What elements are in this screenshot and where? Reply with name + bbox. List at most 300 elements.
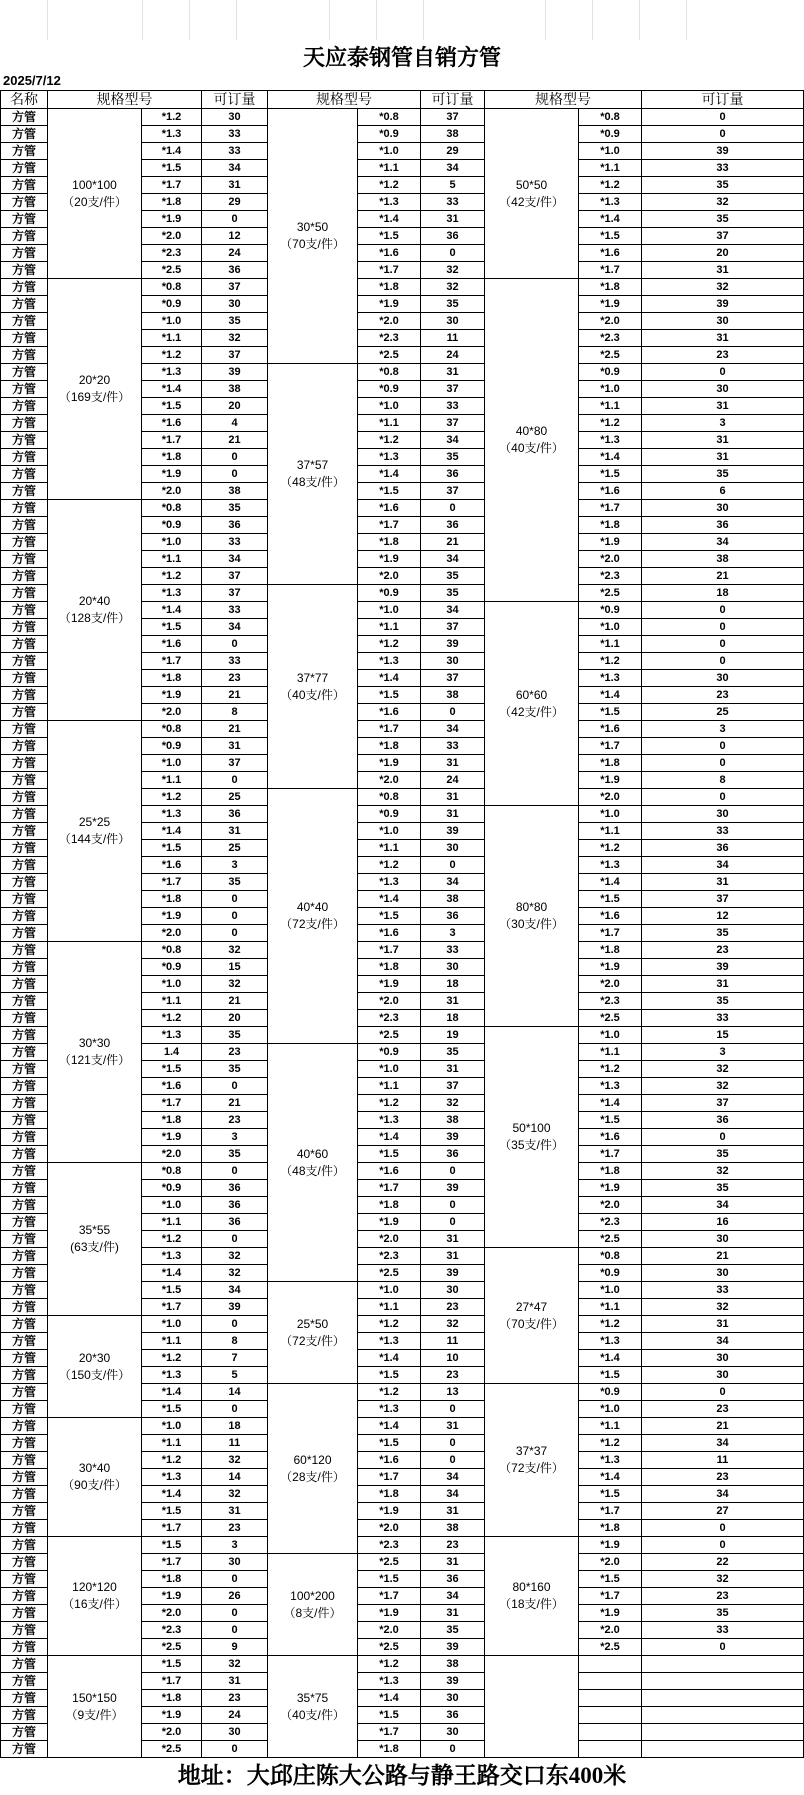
spec-pack: （9支/件）: [65, 1707, 124, 1722]
quantity-cell: 32: [642, 194, 804, 211]
spec-pack: （70支/件）: [280, 237, 345, 251]
quantity-cell: 32: [202, 1248, 268, 1265]
spec-size: 35*75: [296, 1690, 329, 1705]
quantity-cell: 30: [642, 670, 804, 687]
quantity-cell: 35: [642, 466, 804, 483]
thickness-cell: *1.5: [358, 483, 421, 500]
thickness-cell: *1.4: [358, 1690, 421, 1707]
thickness-cell: *1.5: [579, 704, 642, 721]
name-cell: 方管: [1, 228, 48, 245]
quantity-cell: 0: [421, 1163, 485, 1180]
quantity-cell: 8: [642, 772, 804, 789]
spec-cell: [485, 109, 579, 279]
quantity-cell: 35: [642, 925, 804, 942]
table-body: [1, 109, 804, 1758]
quantity-cell: 25: [202, 789, 268, 806]
quantity-cell: 23: [642, 1401, 804, 1418]
thickness-cell: *1.0: [142, 313, 202, 330]
thickness-cell: *2.0: [579, 1197, 642, 1214]
thickness-cell: *1.3: [142, 364, 202, 381]
quantity-cell: 11: [202, 1435, 268, 1452]
thickness-cell: *1.6: [358, 925, 421, 942]
quantity-cell: 0: [421, 500, 485, 517]
quantity-cell: 33: [642, 160, 804, 177]
thickness-cell: *1.9: [142, 466, 202, 483]
thickness-cell: *1.0: [142, 1197, 202, 1214]
thickness-cell: *1.0: [358, 1282, 421, 1299]
quantity-cell: 35: [642, 211, 804, 228]
quantity-cell: 34: [421, 1469, 485, 1486]
quantity-cell: 37: [421, 381, 485, 398]
thickness-cell: *1.9: [142, 1129, 202, 1146]
name-cell: 方管: [1, 602, 48, 619]
quantity-cell: 0: [421, 1214, 485, 1231]
spec-cell: [268, 364, 358, 585]
thickness-cell: *1.8: [579, 517, 642, 534]
quantity-cell: 34: [421, 1486, 485, 1503]
thickness-cell: *1.8: [358, 738, 421, 755]
thickness-cell: *1.5: [358, 687, 421, 704]
name-cell: 方管: [1, 908, 48, 925]
thickness-cell: *2.5: [358, 347, 421, 364]
thickness-cell: *1.3: [358, 1333, 421, 1350]
thickness-cell: *1.2: [358, 857, 421, 874]
quantity-cell: 4: [202, 415, 268, 432]
name-cell: 方管: [1, 330, 48, 347]
quantity-cell: 12: [642, 908, 804, 925]
quantity-cell: [642, 1707, 804, 1724]
quantity-cell: 23: [202, 670, 268, 687]
quantity-cell: 3: [642, 721, 804, 738]
thickness-cell: *1.8: [358, 959, 421, 976]
quantity-cell: 32: [421, 1095, 485, 1112]
thickness-cell: *1.5: [358, 1146, 421, 1163]
quantity-cell: 0: [421, 857, 485, 874]
thickness-cell: *1.0: [579, 1027, 642, 1044]
quantity-cell: 39: [421, 1639, 485, 1656]
thickness-cell: *2.0: [358, 993, 421, 1010]
thickness-cell: *1.5: [142, 398, 202, 415]
name-cell: 方管: [1, 942, 48, 959]
spec-cell: [485, 1248, 579, 1384]
page-title: 天应泰钢管自销方管: [302, 45, 501, 70]
name-cell: 方管: [1, 1010, 48, 1027]
quantity-cell: 37: [642, 1095, 804, 1112]
quantity-cell: 23: [421, 1537, 485, 1554]
thickness-cell: *2.5: [358, 1265, 421, 1282]
quantity-cell: 30: [642, 1231, 804, 1248]
thickness-cell: *1.9: [579, 534, 642, 551]
thickness-cell: *1.6: [358, 704, 421, 721]
thickness-cell: *1.1: [358, 840, 421, 857]
thickness-cell: *2.0: [579, 789, 642, 806]
table-header-row: [1, 91, 804, 109]
thickness-cell: *1.4: [142, 1384, 202, 1401]
thickness-cell: *1.8: [579, 279, 642, 296]
thickness-cell: [579, 1656, 642, 1673]
quantity-cell: 34: [421, 432, 485, 449]
spec-pack: （128支/件）: [58, 611, 131, 625]
quantity-cell: 31: [421, 806, 485, 823]
name-cell: 方管: [1, 1605, 48, 1622]
quantity-cell: 39: [421, 823, 485, 840]
quantity-cell: 23: [642, 347, 804, 364]
quantity-cell: 15: [202, 959, 268, 976]
thickness-cell: *1.6: [358, 1163, 421, 1180]
table-row: [1, 1163, 804, 1180]
quantity-cell: 33: [642, 823, 804, 840]
thickness-cell: *1.5: [579, 1367, 642, 1384]
quantity-cell: 38: [202, 381, 268, 398]
quantity-cell: 18: [642, 585, 804, 602]
quantity-cell: 32: [642, 1078, 804, 1095]
name-cell: 方管: [1, 1707, 48, 1724]
thickness-cell: *1.0: [579, 381, 642, 398]
quantity-cell: [642, 1741, 804, 1758]
quantity-cell: 32: [202, 1452, 268, 1469]
thickness-cell: *1.6: [142, 1078, 202, 1095]
name-cell: 方管: [1, 1503, 48, 1520]
spec-pack: （70支/件）: [499, 1316, 564, 1331]
quantity-cell: 0: [421, 245, 485, 262]
thickness-cell: *1.6: [358, 245, 421, 262]
quantity-cell: 31: [642, 874, 804, 891]
quantity-cell: 30: [642, 1265, 804, 1282]
thickness-cell: *1.7: [142, 874, 202, 891]
quantity-cell: 0: [202, 1622, 268, 1639]
name-cell: 方管: [1, 245, 48, 262]
thickness-cell: *1.4: [579, 1095, 642, 1112]
quantity-cell: 16: [642, 1214, 804, 1231]
name-cell: 方管: [1, 874, 48, 891]
thickness-cell: *1.3: [142, 1469, 202, 1486]
spec-size: 20*40: [78, 594, 111, 608]
quantity-cell: 36: [202, 1180, 268, 1197]
quantity-cell: 32: [202, 976, 268, 993]
quantity-cell: 34: [202, 160, 268, 177]
spec-cell: [48, 1656, 142, 1758]
quantity-cell: [642, 1673, 804, 1690]
quantity-cell: 38: [421, 1520, 485, 1537]
quantity-cell: 39: [421, 636, 485, 653]
header-spec-3: 规格型号: [485, 91, 642, 109]
quantity-cell: 30: [202, 296, 268, 313]
thickness-cell: *1.5: [579, 228, 642, 245]
name-cell: 方管: [1, 806, 48, 823]
name-cell: 方管: [1, 857, 48, 874]
name-cell: 方管: [1, 126, 48, 143]
quantity-cell: 0: [642, 364, 804, 381]
thickness-cell: *1.5: [142, 1401, 202, 1418]
thickness-cell: *1.7: [142, 1299, 202, 1316]
thickness-cell: *1.7: [579, 925, 642, 942]
thickness-cell: *1.5: [142, 619, 202, 636]
thickness-cell: *1.7: [579, 738, 642, 755]
thickness-cell: *1.4: [142, 602, 202, 619]
quantity-cell: 37: [202, 755, 268, 772]
spec-cell: [48, 279, 142, 500]
quantity-cell: 18: [202, 1418, 268, 1435]
thickness-cell: *1.5: [142, 1061, 202, 1078]
thickness-cell: *1.7: [142, 432, 202, 449]
quantity-cell: 31: [642, 398, 804, 415]
name-cell: 方管: [1, 432, 48, 449]
quantity-cell: 31: [421, 1605, 485, 1622]
thickness-cell: *0.8: [142, 1163, 202, 1180]
thickness-cell: *1.2: [358, 1656, 421, 1673]
name-cell: 方管: [1, 619, 48, 636]
name-cell: 方管: [1, 1231, 48, 1248]
thickness-cell: *2.0: [142, 925, 202, 942]
thickness-cell: *1.3: [579, 194, 642, 211]
quantity-cell: 11: [421, 330, 485, 347]
thickness-cell: *1.4: [579, 874, 642, 891]
thickness-cell: *1.7: [142, 177, 202, 194]
quantity-cell: 31: [421, 1418, 485, 1435]
name-cell: 方管: [1, 1078, 48, 1095]
thickness-cell: *1.0: [579, 806, 642, 823]
thickness-cell: *1.8: [579, 942, 642, 959]
quantity-cell: 0: [421, 704, 485, 721]
quantity-cell: 30: [421, 1690, 485, 1707]
spec-cell: [268, 1656, 358, 1758]
thickness-cell: *1.4: [358, 466, 421, 483]
name-cell: 方管: [1, 1384, 48, 1401]
quantity-cell: 3: [202, 857, 268, 874]
quantity-cell: 0: [642, 1520, 804, 1537]
quantity-cell: 9: [202, 1639, 268, 1656]
thickness-cell: *1.3: [142, 585, 202, 602]
thickness-cell: *1.1: [142, 1214, 202, 1231]
name-cell: 方管: [1, 976, 48, 993]
quantity-cell: 7: [202, 1350, 268, 1367]
thickness-cell: *1.1: [142, 330, 202, 347]
quantity-cell: 25: [642, 704, 804, 721]
quantity-cell: 31: [421, 1554, 485, 1571]
quantity-cell: 0: [642, 126, 804, 143]
quantity-cell: 39: [421, 1673, 485, 1690]
quantity-cell: 32: [642, 279, 804, 296]
spec-size: 50*50: [515, 177, 548, 192]
name-cell: 方管: [1, 1180, 48, 1197]
thickness-cell: *1.3: [579, 1333, 642, 1350]
spec-cell: [48, 1316, 142, 1418]
quantity-cell: 31: [421, 211, 485, 228]
thickness-cell: 1.4: [142, 1044, 202, 1061]
quantity-cell: 34: [642, 534, 804, 551]
quantity-cell: 35: [421, 1044, 485, 1061]
quantity-cell: 34: [202, 1282, 268, 1299]
thickness-cell: *1.4: [358, 1350, 421, 1367]
quantity-cell: 0: [202, 1231, 268, 1248]
thickness-cell: *1.7: [579, 1588, 642, 1605]
name-cell: 方管: [1, 1520, 48, 1537]
name-cell: 方管: [1, 1656, 48, 1673]
quantity-cell: 23: [421, 1367, 485, 1384]
quantity-cell: 0: [202, 925, 268, 942]
quantity-cell: 24: [202, 245, 268, 262]
quantity-cell: 34: [421, 1588, 485, 1605]
stock-table: [0, 90, 804, 1758]
thickness-cell: *0.8: [142, 721, 202, 738]
quantity-cell: 3: [642, 1044, 804, 1061]
thickness-cell: *2.0: [142, 1724, 202, 1741]
thickness-cell: *0.9: [579, 364, 642, 381]
quantity-cell: 39: [202, 1299, 268, 1316]
quantity-cell: 0: [202, 1401, 268, 1418]
quantity-cell: 31: [421, 755, 485, 772]
thickness-cell: *1.5: [579, 891, 642, 908]
thickness-cell: *2.3: [358, 1010, 421, 1027]
thickness-cell: *1.2: [579, 840, 642, 857]
name-cell: 方管: [1, 194, 48, 211]
quantity-cell: 35: [421, 449, 485, 466]
quantity-cell: 20: [642, 245, 804, 262]
quantity-cell: 21: [642, 1248, 804, 1265]
spec-pack: （20支/件）: [62, 194, 127, 209]
table-row: [1, 1418, 804, 1435]
quantity-cell: 39: [202, 364, 268, 381]
quantity-cell: 32: [421, 262, 485, 279]
spec-cell: [48, 1163, 142, 1316]
thickness-cell: *2.0: [358, 772, 421, 789]
thickness-cell: *1.8: [579, 1520, 642, 1537]
thickness-cell: *1.4: [358, 1418, 421, 1435]
quantity-cell: 30: [642, 381, 804, 398]
quantity-cell: 12: [202, 228, 268, 245]
thickness-cell: *1.1: [579, 1418, 642, 1435]
thickness-cell: *1.2: [142, 1452, 202, 1469]
name-cell: 方管: [1, 823, 48, 840]
name-cell: 方管: [1, 1027, 48, 1044]
name-cell: 方管: [1, 1367, 48, 1384]
quantity-cell: 24: [202, 1707, 268, 1724]
name-cell: 方管: [1, 1571, 48, 1588]
quantity-cell: 36: [421, 466, 485, 483]
thickness-cell: *1.1: [579, 160, 642, 177]
name-cell: 方管: [1, 1350, 48, 1367]
quantity-cell: 29: [421, 143, 485, 160]
header-qty-1: 可订量: [202, 91, 268, 109]
spec-size: 120*120: [72, 1580, 117, 1594]
thickness-cell: *1.8: [142, 670, 202, 687]
quantity-cell: 36: [202, 806, 268, 823]
quantity-cell: 22: [642, 1554, 804, 1571]
quantity-cell: 31: [202, 1673, 268, 1690]
name-cell: 方管: [1, 925, 48, 942]
thickness-cell: *1.1: [358, 1078, 421, 1095]
quantity-cell: 34: [421, 160, 485, 177]
name-cell: 方管: [1, 500, 48, 517]
name-cell: 方管: [1, 568, 48, 585]
name-cell: 方管: [1, 364, 48, 381]
thickness-cell: *1.2: [579, 1061, 642, 1078]
thickness-cell: *1.7: [579, 500, 642, 517]
thickness-cell: *2.5: [579, 1010, 642, 1027]
spec-pack: （8支/件）: [283, 1605, 342, 1620]
thickness-cell: *0.8: [358, 364, 421, 381]
thickness-cell: *1.9: [579, 959, 642, 976]
quantity-cell: 35: [421, 568, 485, 585]
thickness-cell: *1.3: [579, 857, 642, 874]
table-row: [1, 942, 804, 959]
thickness-cell: *1.4: [142, 1265, 202, 1282]
spec-cell: [485, 806, 579, 1027]
thickness-cell: *1.3: [579, 670, 642, 687]
thickness-cell: *1.5: [142, 160, 202, 177]
quantity-cell: 31: [421, 1248, 485, 1265]
thickness-cell: *1.0: [358, 1061, 421, 1078]
quantity-cell: 35: [421, 585, 485, 602]
quantity-cell: 30: [642, 500, 804, 517]
thickness-cell: *1.2: [579, 177, 642, 194]
quantity-cell: 35: [202, 1061, 268, 1078]
thickness-cell: *2.3: [142, 245, 202, 262]
quantity-cell: 36: [421, 1707, 485, 1724]
quantity-cell: 32: [642, 1163, 804, 1180]
quantity-cell: 33: [202, 602, 268, 619]
spec-size: 37*37: [515, 1444, 548, 1458]
quantity-cell: 20: [202, 1010, 268, 1027]
quantity-cell: 31: [642, 432, 804, 449]
thickness-cell: *2.3: [579, 568, 642, 585]
name-cell: 方管: [1, 1044, 48, 1061]
quantity-cell: 0: [202, 1741, 268, 1758]
quantity-cell: 30: [421, 959, 485, 976]
thickness-cell: *1.9: [579, 772, 642, 789]
thickness-cell: *1.3: [358, 449, 421, 466]
quantity-cell: 30: [202, 1724, 268, 1741]
thickness-cell: *2.3: [358, 1537, 421, 1554]
thickness-cell: *1.9: [358, 1214, 421, 1231]
quantity-cell: 25: [202, 840, 268, 857]
quantity-cell: 31: [642, 1316, 804, 1333]
thickness-cell: *1.7: [142, 1673, 202, 1690]
quantity-cell: 37: [421, 109, 485, 126]
name-cell: 方管: [1, 415, 48, 432]
quantity-cell: 31: [642, 449, 804, 466]
quantity-cell: 38: [421, 126, 485, 143]
thickness-cell: *0.9: [579, 126, 642, 143]
thickness-cell: *1.0: [142, 755, 202, 772]
thickness-cell: *1.6: [358, 500, 421, 517]
table-row: [1, 279, 804, 296]
header-name: 名称: [1, 91, 48, 109]
name-cell: 方管: [1, 840, 48, 857]
spec-cell: [485, 279, 579, 602]
quantity-cell: 35: [421, 1622, 485, 1639]
quantity-cell: 30: [642, 1350, 804, 1367]
spec-cell: [268, 789, 358, 1044]
thickness-cell: *1.0: [358, 602, 421, 619]
table-row: [1, 1316, 804, 1333]
thickness-cell: *1.7: [358, 517, 421, 534]
thickness-cell: *1.2: [358, 177, 421, 194]
quantity-cell: 36: [642, 517, 804, 534]
name-cell: 方管: [1, 1452, 48, 1469]
header-qty-2: 可订量: [421, 91, 485, 109]
quantity-cell: 5: [421, 177, 485, 194]
name-cell: 方管: [1, 1248, 48, 1265]
quantity-cell: [642, 1690, 804, 1707]
spec-size: 20*20: [78, 373, 111, 387]
quantity-cell: 35: [202, 500, 268, 517]
thickness-cell: *1.7: [142, 1520, 202, 1537]
thickness-cell: *1.2: [142, 347, 202, 364]
spec-pack: （169支/件）: [58, 390, 131, 404]
thickness-cell: *1.5: [142, 1656, 202, 1673]
thickness-cell: *1.4: [579, 1469, 642, 1486]
